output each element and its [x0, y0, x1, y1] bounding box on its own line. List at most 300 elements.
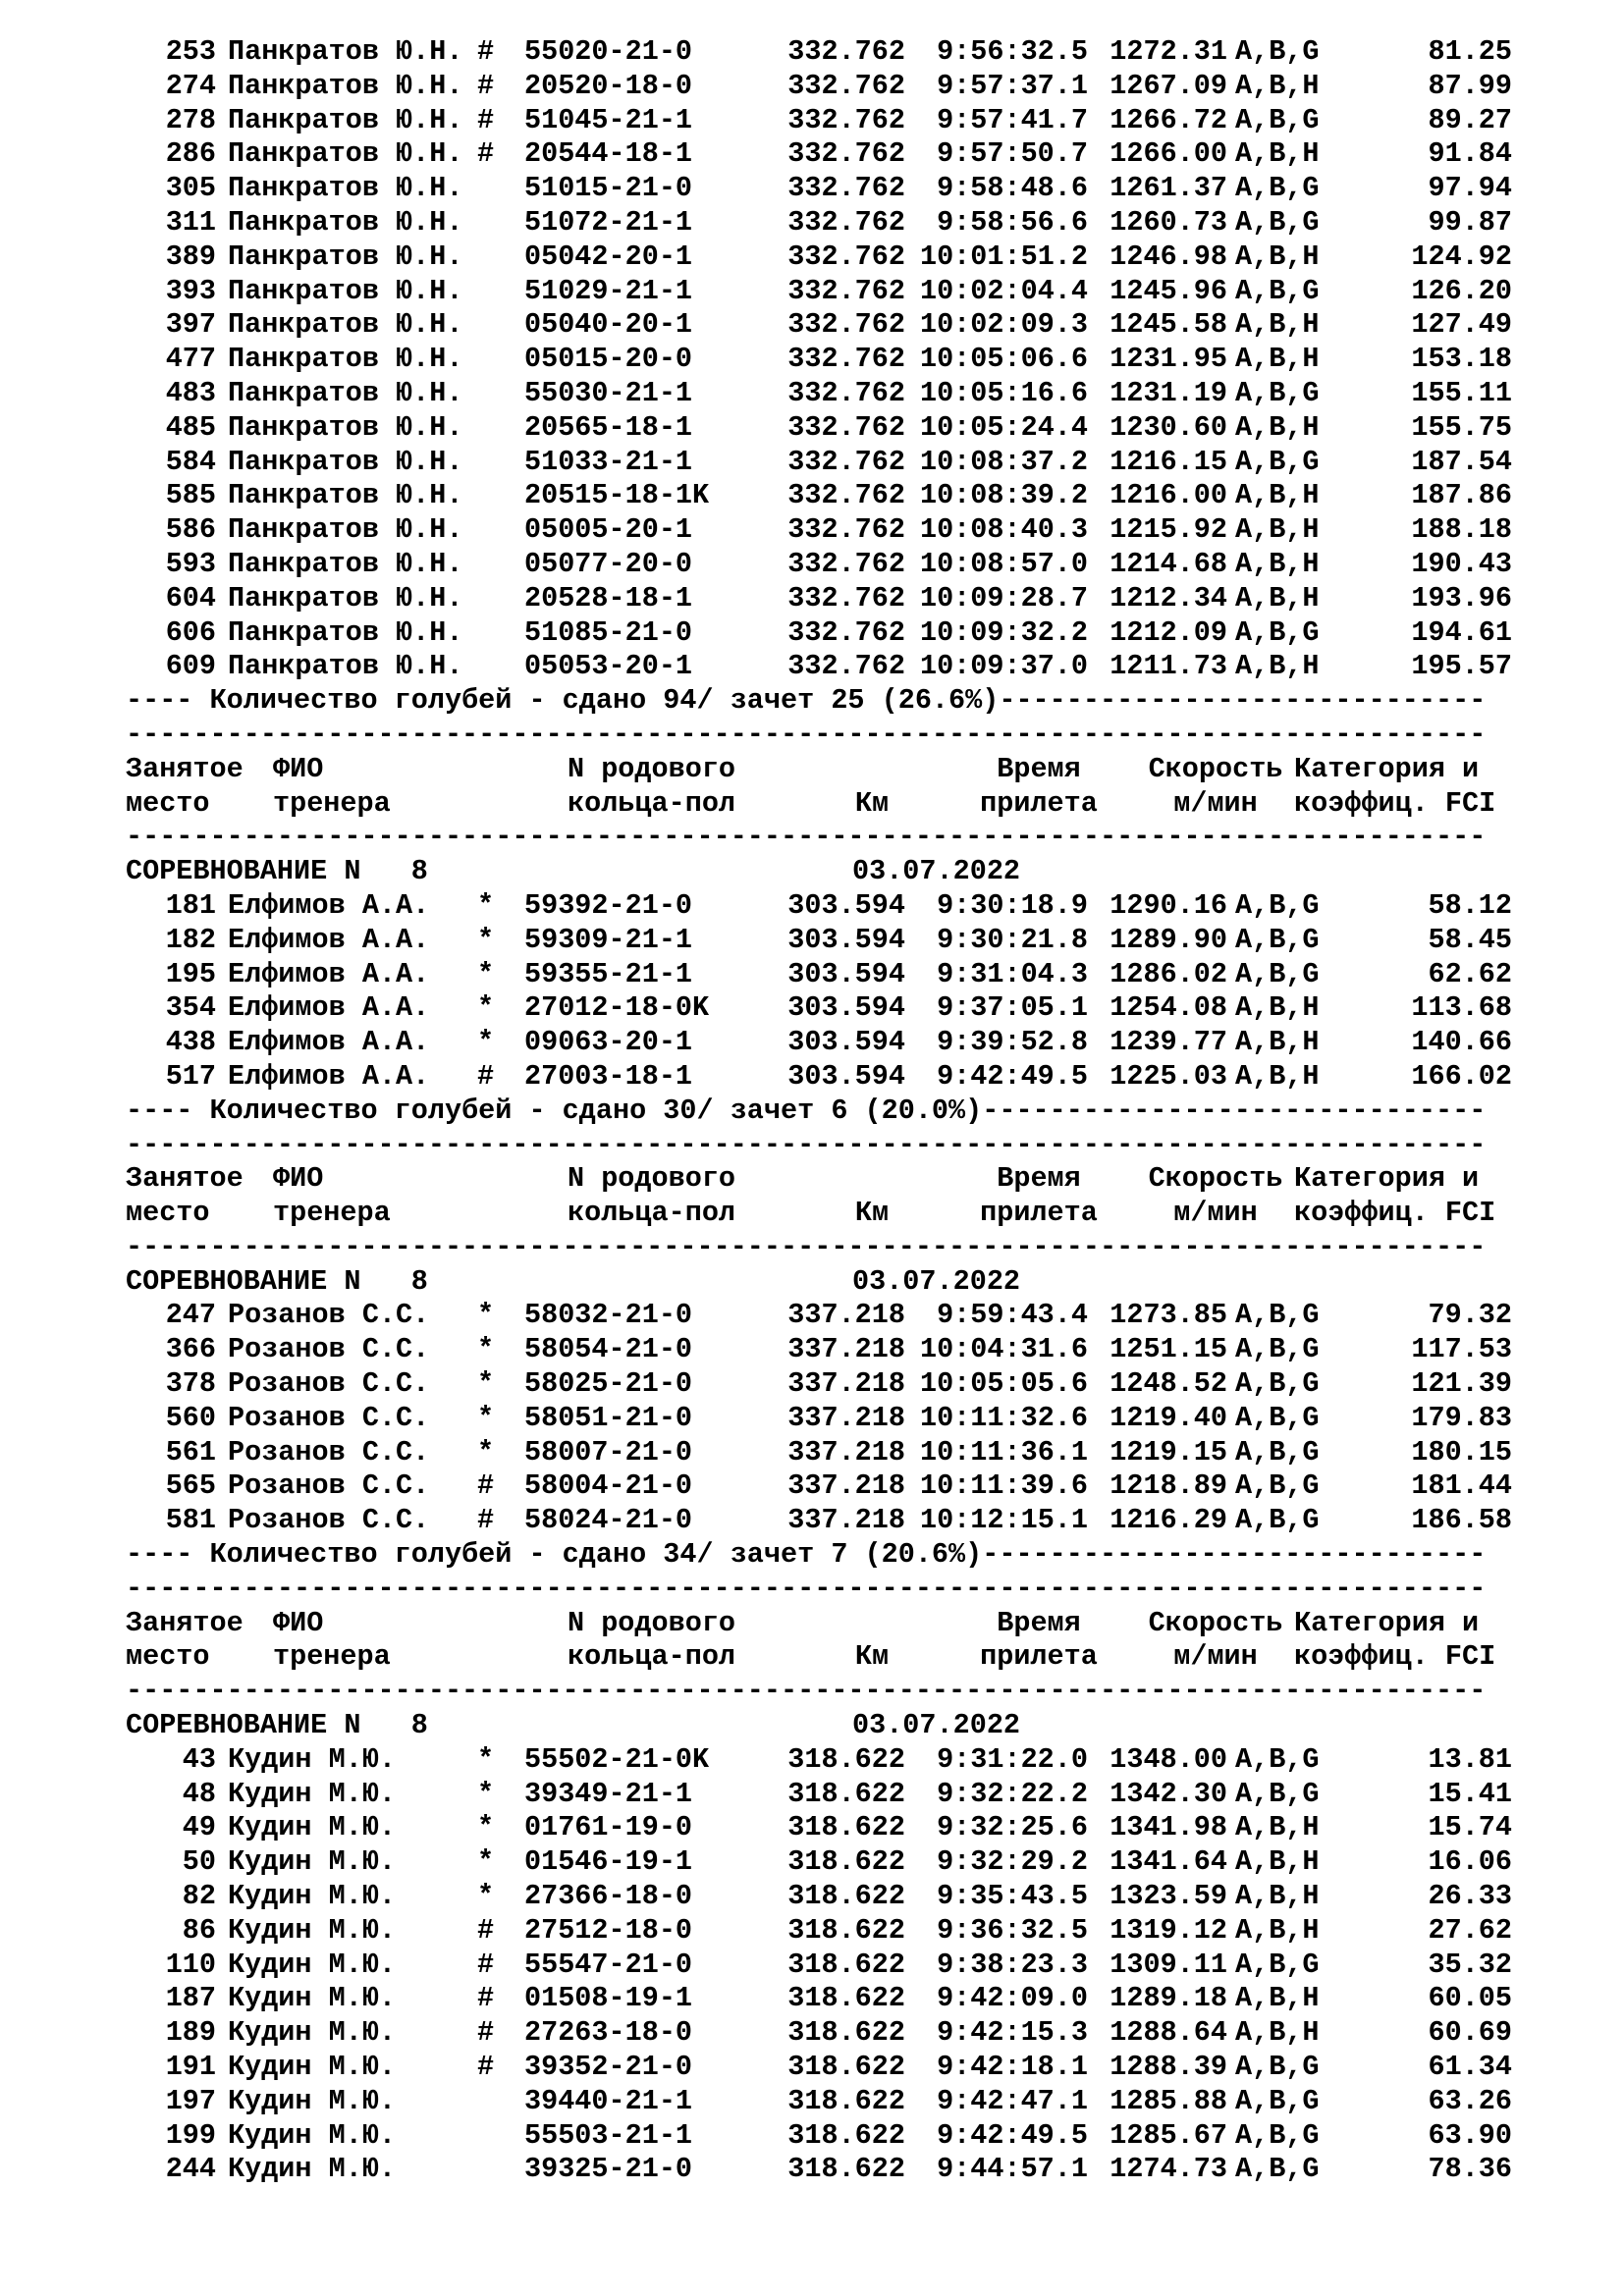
- table-row: [126, 1880, 1598, 1914]
- arrival-time: 10:04:31.6: [919, 1333, 1088, 1366]
- ring-number: 20515-18-1K: [524, 479, 710, 512]
- speed: 1272.31: [1110, 35, 1227, 68]
- column-header: место: [126, 786, 210, 820]
- place: 604: [165, 581, 216, 614]
- place: 199: [165, 2118, 216, 2152]
- category: A,B,G: [1235, 445, 1320, 478]
- arrival-time: 9:31:04.3: [937, 957, 1088, 990]
- ring-number: 05005-20-1: [524, 513, 693, 547]
- speed: 1341.64: [1110, 1845, 1227, 1879]
- ring-number: 58007-21-0: [524, 1435, 693, 1468]
- table-row: [126, 1469, 1598, 1504]
- category: A,B,G: [1235, 1401, 1320, 1434]
- mark: #: [477, 103, 495, 136]
- trainer-name: Панкратов Ю.Н.: [228, 205, 463, 239]
- ring-number: 01546-19-1: [524, 1845, 693, 1879]
- arrival-time: 9:35:43.5: [937, 1880, 1088, 1913]
- ring-number: 01508-19-1: [524, 1982, 693, 2015]
- column-header: м/мин: [1173, 1197, 1258, 1230]
- table-row: [126, 377, 1598, 411]
- fci-coefficient: 79.32: [1428, 1299, 1512, 1332]
- table-row: [126, 513, 1598, 548]
- table-row: [126, 308, 1598, 343]
- speed: 1245.96: [1110, 274, 1227, 307]
- arrival-time: 9:57:37.1: [937, 69, 1088, 102]
- competition-label: СОРЕВНОВАНИЕ N 8: [126, 1264, 428, 1298]
- speed: 1248.52: [1110, 1367, 1227, 1401]
- table-row: [126, 1299, 1598, 1333]
- speed: 1212.34: [1110, 581, 1227, 614]
- distance-km: 318.622: [787, 2084, 905, 2117]
- trainer-name: Розанов С.С.: [228, 1299, 430, 1332]
- place: 354: [165, 991, 216, 1025]
- trainer-name: Панкратов Ю.Н.: [228, 445, 463, 478]
- distance-km: 337.218: [787, 1401, 905, 1434]
- table-row: [126, 1949, 1598, 1983]
- category: A,B,H: [1235, 1982, 1320, 2015]
- fci-coefficient: 35.32: [1428, 1948, 1512, 1981]
- fci-coefficient: 166.02: [1411, 1059, 1512, 1093]
- divider-line: [126, 1129, 1598, 1163]
- category: A,B,G: [1235, 1299, 1320, 1332]
- fci-coefficient: 99.87: [1428, 205, 1512, 239]
- category: A,B,G: [1235, 1469, 1320, 1503]
- ring-number: 59309-21-1: [524, 923, 693, 956]
- trainer-name: Розанов С.С.: [228, 1333, 430, 1366]
- fci-coefficient: 27.62: [1428, 1913, 1512, 1947]
- column-header: ФИО: [273, 1162, 324, 1196]
- category: A,B,G: [1235, 376, 1320, 409]
- competition-row: [126, 1265, 1598, 1300]
- divider-line: [126, 719, 1598, 753]
- column-header: тренера: [273, 1197, 391, 1230]
- fci-coefficient: 91.84: [1428, 137, 1512, 171]
- place: 389: [165, 240, 216, 273]
- column-header: Категория и: [1294, 1606, 1480, 1639]
- speed: 1323.59: [1110, 1880, 1227, 1913]
- mark: #: [477, 1913, 495, 1947]
- place: 247: [165, 1299, 216, 1332]
- table-row: [126, 1026, 1598, 1060]
- category: A,B,G: [1235, 1777, 1320, 1810]
- speed: 1260.73: [1110, 205, 1227, 239]
- place: 189: [165, 2016, 216, 2050]
- column-header: N родового: [568, 1606, 736, 1639]
- arrival-time: 9:30:21.8: [937, 923, 1088, 956]
- summary-text: ---- Количество голубей - сдано 30/ зачет 6 (20.0%)------------------------------: [126, 1094, 1487, 1127]
- ring-number: 58051-21-0: [524, 1401, 693, 1434]
- divider-line: [126, 1573, 1598, 1607]
- table-row: [126, 650, 1598, 684]
- arrival-time: 10:09:37.0: [919, 650, 1088, 683]
- trainer-name: Панкратов Ю.Н.: [228, 547, 463, 580]
- distance-km: 318.622: [787, 2051, 905, 2084]
- mark: *: [477, 1026, 495, 1059]
- column-header-row: [126, 1162, 1598, 1197]
- speed: 1285.67: [1110, 2118, 1227, 2152]
- place: 181: [165, 888, 216, 922]
- speed: 1261.37: [1110, 172, 1227, 205]
- place: 397: [165, 308, 216, 342]
- trainer-name: Панкратов Ю.Н.: [228, 69, 463, 102]
- table-row: [126, 137, 1598, 172]
- place: 517: [165, 1059, 216, 1093]
- place: 565: [165, 1469, 216, 1503]
- ring-number: 58054-21-0: [524, 1333, 693, 1366]
- place: 82: [182, 1880, 216, 1913]
- mark: *: [477, 1845, 495, 1879]
- speed: 1251.15: [1110, 1333, 1227, 1366]
- competition-date: 03.07.2022: [852, 1709, 1021, 1742]
- ring-number: 05015-20-0: [524, 343, 693, 376]
- table-row: [126, 582, 1598, 616]
- distance-km: 332.762: [787, 547, 905, 580]
- fci-coefficient: 186.58: [1411, 1504, 1512, 1537]
- arrival-time: 9:32:25.6: [937, 1811, 1088, 1844]
- arrival-time: 10:05:16.6: [919, 376, 1088, 409]
- distance-km: 303.594: [787, 923, 905, 956]
- ring-number: 55020-21-0: [524, 35, 693, 68]
- place: 477: [165, 343, 216, 376]
- ring-number: 51033-21-1: [524, 445, 693, 478]
- table-row: [126, 206, 1598, 240]
- column-header-row: [126, 753, 1598, 787]
- column-header: м/мин: [1173, 786, 1258, 820]
- place: 286: [165, 137, 216, 171]
- competition-label: СОРЕВНОВАНИЕ N 8: [126, 855, 428, 888]
- arrival-time: 9:31:22.0: [937, 1742, 1088, 1776]
- arrival-time: 9:42:15.3: [937, 2016, 1088, 2050]
- trainer-name: Панкратов Ю.Н.: [228, 376, 463, 409]
- distance-km: 332.762: [787, 205, 905, 239]
- fci-coefficient: 187.54: [1411, 445, 1512, 478]
- category: A,B,H: [1235, 1845, 1320, 1879]
- ring-number: 55502-21-0K: [524, 1742, 710, 1776]
- arrival-time: 10:05:24.4: [919, 410, 1088, 444]
- ring-number: 05040-20-1: [524, 308, 693, 342]
- trainer-name: Панкратов Ю.Н.: [228, 410, 463, 444]
- category: A,B,H: [1235, 1811, 1320, 1844]
- fci-coefficient: 13.81: [1428, 1742, 1512, 1776]
- arrival-time: 9:39:52.8: [937, 1026, 1088, 1059]
- speed: 1289.18: [1110, 1982, 1227, 2015]
- category: A,B,G: [1235, 205, 1320, 239]
- column-header: Занятое: [126, 1162, 244, 1196]
- trainer-name: Панкратов Ю.Н.: [228, 581, 463, 614]
- category: A,B,G: [1235, 1742, 1320, 1776]
- column-header: Км: [854, 1197, 890, 1230]
- summary-line: [126, 1095, 1598, 1129]
- divider-text: ---------------------------------------------------------------------------------: [126, 1128, 1487, 1161]
- distance-km: 337.218: [787, 1367, 905, 1401]
- place: 581: [165, 1504, 216, 1537]
- category: A,B,G: [1235, 615, 1320, 649]
- column-header: коэффиц. FCI: [1294, 1197, 1496, 1230]
- table-row: [126, 411, 1598, 446]
- speed: 1219.15: [1110, 1435, 1227, 1468]
- column-header: Занятое: [126, 1606, 244, 1639]
- mark: *: [477, 1401, 495, 1434]
- speed: 1274.73: [1110, 2153, 1227, 2186]
- column-header-row: [126, 1640, 1598, 1675]
- speed: 1290.16: [1110, 888, 1227, 922]
- fci-coefficient: 81.25: [1428, 35, 1512, 68]
- competition-row: [126, 1709, 1598, 1743]
- arrival-time: 10:02:04.4: [919, 274, 1088, 307]
- distance-km: 332.762: [787, 615, 905, 649]
- category: A,B,H: [1235, 1026, 1320, 1059]
- trainer-name: Панкратов Ю.Н.: [228, 343, 463, 376]
- column-header: Время: [997, 1606, 1081, 1639]
- column-header: коэффиц. FCI: [1294, 786, 1496, 820]
- column-header: м/мин: [1173, 1640, 1258, 1674]
- table-row: [126, 1982, 1598, 2016]
- trainer-name: Кудин М.Ю.: [228, 1845, 397, 1879]
- fci-coefficient: 127.49: [1411, 308, 1512, 342]
- column-header: кольца-пол: [568, 1197, 736, 1230]
- ring-number: 39349-21-1: [524, 1777, 693, 1810]
- trainer-name: Кудин М.Ю.: [228, 2051, 397, 2084]
- table-row: [126, 1743, 1598, 1778]
- distance-km: 332.762: [787, 445, 905, 478]
- category: A,B,G: [1235, 923, 1320, 956]
- arrival-time: 9:38:23.3: [937, 1948, 1088, 1981]
- fci-coefficient: 26.33: [1428, 1880, 1512, 1913]
- ring-number: 27263-18-0: [524, 2016, 693, 2050]
- fci-coefficient: 60.05: [1428, 1982, 1512, 2015]
- place: 606: [165, 615, 216, 649]
- mark: *: [477, 1299, 495, 1332]
- distance-km: 303.594: [787, 888, 905, 922]
- category: A,B,H: [1235, 1880, 1320, 1913]
- ring-number: 27012-18-0K: [524, 991, 710, 1025]
- place: 586: [165, 513, 216, 547]
- fci-coefficient: 78.36: [1428, 2153, 1512, 2186]
- arrival-time: 10:08:37.2: [919, 445, 1088, 478]
- ring-number: 09063-20-1: [524, 1026, 693, 1059]
- category: A,B,G: [1235, 1333, 1320, 1366]
- place: 191: [165, 2051, 216, 2084]
- speed: 1288.64: [1110, 2016, 1227, 2050]
- fci-coefficient: 181.44: [1411, 1469, 1512, 1503]
- fci-coefficient: 155.75: [1411, 410, 1512, 444]
- column-header: тренера: [273, 1640, 391, 1674]
- arrival-time: 9:42:18.1: [937, 2051, 1088, 2084]
- fci-coefficient: 179.83: [1411, 1401, 1512, 1434]
- fci-coefficient: 188.18: [1411, 513, 1512, 547]
- distance-km: 332.762: [787, 479, 905, 512]
- column-header: Категория и: [1294, 752, 1480, 785]
- mark: #: [477, 1982, 495, 2015]
- arrival-time: 10:11:36.1: [919, 1435, 1088, 1468]
- column-header: прилета: [980, 1197, 1098, 1230]
- table-row: [126, 479, 1598, 513]
- arrival-time: 9:58:48.6: [937, 172, 1088, 205]
- mark: #: [477, 35, 495, 68]
- ring-number: 20544-18-1: [524, 137, 693, 171]
- arrival-time: 10:09:32.2: [919, 615, 1088, 649]
- fci-coefficient: 60.69: [1428, 2016, 1512, 2050]
- speed: 1266.00: [1110, 137, 1227, 171]
- speed: 1231.19: [1110, 376, 1227, 409]
- arrival-time: 9:59:43.4: [937, 1299, 1088, 1332]
- distance-km: 318.622: [787, 2118, 905, 2152]
- arrival-time: 9:56:32.5: [937, 35, 1088, 68]
- ring-number: 39325-21-0: [524, 2153, 693, 2186]
- category: A,B,H: [1235, 547, 1320, 580]
- fci-coefficient: 61.34: [1428, 2051, 1512, 2084]
- distance-km: 332.762: [787, 274, 905, 307]
- table-row: [126, 343, 1598, 377]
- table-row: [126, 35, 1598, 70]
- place: 253: [165, 35, 216, 68]
- column-header-row: [126, 1197, 1598, 1231]
- speed: 1273.85: [1110, 1299, 1227, 1332]
- mark: #: [477, 1059, 495, 1093]
- competition-date: 03.07.2022: [852, 855, 1021, 888]
- divider-text: ---------------------------------------------------------------------------------: [126, 1675, 1487, 1708]
- trainer-name: Елфимов А.А.: [228, 1026, 430, 1059]
- mark: *: [477, 957, 495, 990]
- column-header: Скорость: [1148, 1606, 1283, 1639]
- column-header: Время: [997, 752, 1081, 785]
- trainer-name: Панкратов Ю.Н.: [228, 240, 463, 273]
- speed: 1231.95: [1110, 343, 1227, 376]
- ring-number: 05042-20-1: [524, 240, 693, 273]
- speed: 1216.15: [1110, 445, 1227, 478]
- place: 393: [165, 274, 216, 307]
- speed: 1342.30: [1110, 1777, 1227, 1810]
- ring-number: 05077-20-0: [524, 547, 693, 580]
- speed: 1267.09: [1110, 69, 1227, 102]
- category: A,B,H: [1235, 240, 1320, 273]
- category: A,B,H: [1235, 308, 1320, 342]
- mark: #: [477, 1948, 495, 1981]
- column-header: тренера: [273, 786, 391, 820]
- ring-number: 51045-21-1: [524, 103, 693, 136]
- place: 584: [165, 445, 216, 478]
- trainer-name: Кудин М.Ю.: [228, 2118, 397, 2152]
- speed: 1239.77: [1110, 1026, 1227, 1059]
- place: 197: [165, 2084, 216, 2117]
- fci-coefficient: 193.96: [1411, 581, 1512, 614]
- column-header: Км: [854, 786, 890, 820]
- table-row: [126, 958, 1598, 992]
- distance-km: 318.622: [787, 1777, 905, 1810]
- column-header: N родового: [568, 1162, 736, 1196]
- speed: 1214.68: [1110, 547, 1227, 580]
- fci-coefficient: 190.43: [1411, 547, 1512, 580]
- mark: *: [477, 888, 495, 922]
- fci-coefficient: 153.18: [1411, 343, 1512, 376]
- column-header: Скорость: [1148, 1162, 1283, 1196]
- table-row: [126, 446, 1598, 480]
- distance-km: 332.762: [787, 343, 905, 376]
- mark: #: [477, 69, 495, 102]
- divider-text: ---------------------------------------------------------------------------------: [126, 1230, 1487, 1263]
- trainer-name: Розанов С.С.: [228, 1469, 430, 1503]
- trainer-name: Кудин М.Ю.: [228, 2016, 397, 2050]
- fci-coefficient: 87.99: [1428, 69, 1512, 102]
- distance-km: 318.622: [787, 1982, 905, 2015]
- ring-number: 05053-20-1: [524, 650, 693, 683]
- arrival-time: 9:32:29.2: [937, 1845, 1088, 1879]
- mark: *: [477, 1333, 495, 1366]
- speed: 1219.40: [1110, 1401, 1227, 1434]
- divider-line: [126, 1231, 1598, 1265]
- competition-row: [126, 855, 1598, 889]
- distance-km: 303.594: [787, 957, 905, 990]
- trainer-name: Кудин М.Ю.: [228, 1777, 397, 1810]
- distance-km: 318.622: [787, 1742, 905, 1776]
- place: 48: [182, 1777, 216, 1810]
- table-row: [126, 924, 1598, 958]
- place: 274: [165, 69, 216, 102]
- arrival-time: 10:05:06.6: [919, 343, 1088, 376]
- arrival-time: 10:11:32.6: [919, 1401, 1088, 1434]
- place: 378: [165, 1367, 216, 1401]
- table-row: [126, 2119, 1598, 2154]
- trainer-name: Кудин М.Ю.: [228, 1913, 397, 1947]
- ring-number: 51085-21-0: [524, 615, 693, 649]
- table-row: [126, 1333, 1598, 1367]
- mark: *: [477, 1435, 495, 1468]
- fci-coefficient: 180.15: [1411, 1435, 1512, 1468]
- distance-km: 337.218: [787, 1435, 905, 1468]
- category: A,B,H: [1235, 410, 1320, 444]
- arrival-time: 9:44:57.1: [937, 2153, 1088, 2186]
- arrival-time: 9:30:18.9: [937, 888, 1088, 922]
- ring-number: 59392-21-0: [524, 888, 693, 922]
- ring-number: 55030-21-1: [524, 376, 693, 409]
- mark: *: [477, 991, 495, 1025]
- distance-km: 332.762: [787, 513, 905, 547]
- table-row: [126, 889, 1598, 924]
- category: A,B,G: [1235, 1504, 1320, 1537]
- column-header: место: [126, 1640, 210, 1674]
- column-header: Скорость: [1148, 752, 1283, 785]
- fci-coefficient: 140.66: [1411, 1026, 1512, 1059]
- fci-coefficient: 63.90: [1428, 2118, 1512, 2152]
- mark: *: [477, 1742, 495, 1776]
- mark: #: [477, 137, 495, 171]
- arrival-time: 10:12:15.1: [919, 1504, 1088, 1537]
- distance-km: 332.762: [787, 308, 905, 342]
- mark: *: [477, 1367, 495, 1401]
- fci-coefficient: 58.45: [1428, 923, 1512, 956]
- column-header: Время: [997, 1162, 1081, 1196]
- divider-line: [126, 1675, 1598, 1709]
- place: 593: [165, 547, 216, 580]
- place: 278: [165, 103, 216, 136]
- trainer-name: Панкратов Ю.Н.: [228, 513, 463, 547]
- arrival-time: 9:42:47.1: [937, 2084, 1088, 2117]
- category: A,B,G: [1235, 888, 1320, 922]
- distance-km: 318.622: [787, 1811, 905, 1844]
- speed: 1285.88: [1110, 2084, 1227, 2117]
- arrival-time: 9:37:05.1: [937, 991, 1088, 1025]
- arrival-time: 10:05:05.6: [919, 1367, 1088, 1401]
- trainer-name: Розанов С.С.: [228, 1435, 430, 1468]
- place: 43: [182, 1742, 216, 1776]
- column-header-row: [126, 1607, 1598, 1641]
- column-header: коэффиц. FCI: [1294, 1640, 1496, 1674]
- distance-km: 337.218: [787, 1504, 905, 1537]
- fci-coefficient: 58.12: [1428, 888, 1512, 922]
- speed: 1309.11: [1110, 1948, 1227, 1981]
- distance-km: 332.762: [787, 137, 905, 171]
- arrival-time: 10:08:39.2: [919, 479, 1088, 512]
